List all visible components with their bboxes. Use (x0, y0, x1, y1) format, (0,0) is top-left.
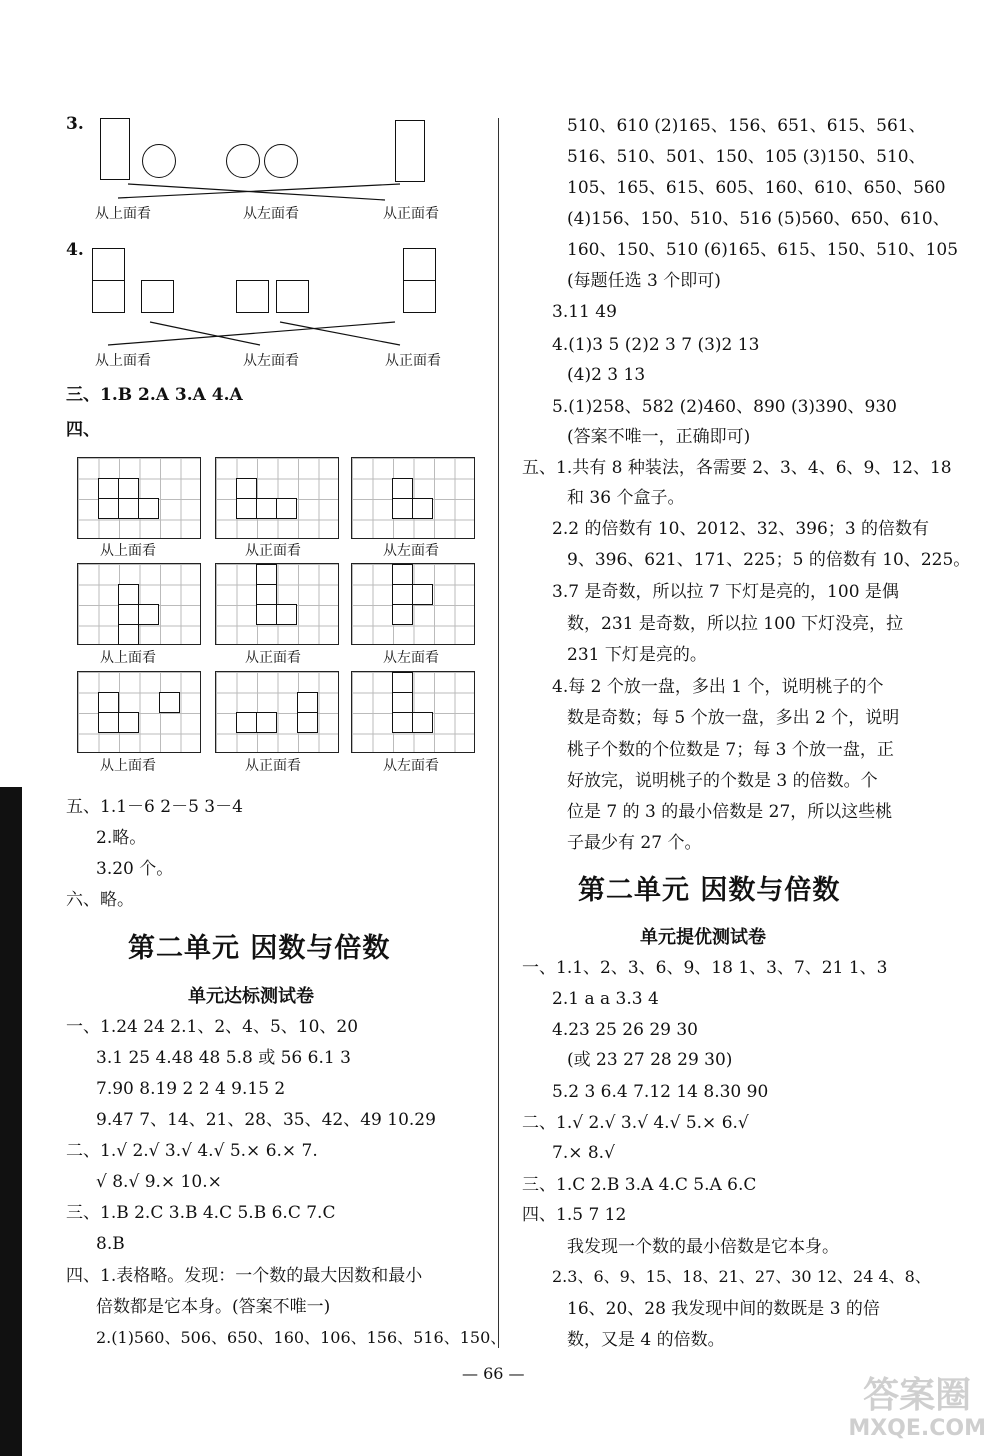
q4-caption: 从正面看 (385, 353, 441, 369)
grid-cell (118, 498, 139, 519)
view-grid (77, 563, 201, 645)
answer-line: 2.3、6、9、15、18、21、27、30 12、24 4、8、 (552, 1267, 931, 1286)
answer-line: 三、1.C 2.B 3.A 4.C 5.A 6.C (522, 1175, 757, 1195)
grid-cell (118, 478, 139, 499)
answer-line: 子最少有 27 个。 (567, 833, 702, 853)
grid-caption: 从正面看 (245, 543, 301, 559)
grid-cell (297, 712, 318, 733)
watermark-url: MXQE.COM (848, 1416, 986, 1441)
grid-caption: 从左面看 (383, 543, 439, 559)
answer-line: 数，231 是奇数，所以拉 100 下灯没亮，拉 (567, 614, 904, 634)
grid-cell (412, 584, 433, 605)
answer-line: 我发现一个数的最小倍数是它本身。 (567, 1237, 839, 1257)
answer-line: 倍数都是它本身。(答案不唯一) (96, 1297, 331, 1317)
grid-cell (392, 692, 413, 713)
answer-line: 桃子个数的个位数是 7；每 3 个放一盘，正 (567, 740, 894, 760)
answer-line: (答案不唯一，正确即可) (567, 427, 751, 447)
answer-line: 2.1 a a 3.3 4 (552, 989, 659, 1009)
grid-cell (297, 692, 318, 713)
answer-line: 三、1.B 2.C 3.B 4.C 5.B 6.C 7.C (66, 1203, 336, 1223)
answer-line: 好放完，说明桃子的个数是 3 的倍数。个 (567, 771, 878, 791)
answer-line: 一、1.24 24 2.1、2、4、5、10、20 (66, 1017, 359, 1037)
grid-cell (276, 498, 297, 519)
unit-subtitle: 单元提优测试卷 (640, 927, 766, 948)
answer-line: 16、20、28 我发现中间的数既是 3 的倍 (567, 1299, 880, 1319)
answer-line: 2.2 的倍数有 10、2012、32、396；3 的倍数有 (552, 519, 930, 539)
answer-line: 和 36 个盒子。 (567, 488, 685, 508)
grid-cell (256, 584, 277, 605)
scan-edge-shadow (0, 787, 22, 1456)
answer-line: 5.2 3 6.4 7.12 14 8.30 90 (552, 1082, 769, 1102)
grid-cell (118, 604, 139, 625)
q3-caption: 从左面看 (243, 206, 299, 222)
view-grid (215, 563, 339, 645)
grid-cell (236, 712, 257, 733)
answer-line: 四、1.5 7 12 (522, 1205, 627, 1225)
view-grid (215, 457, 339, 539)
answer-line: 4.(1)3 5 (2)2 3 7 (3)2 13 (552, 335, 760, 355)
answer-line: 五、1.共有 8 种装法，各需要 2、3、4、6、9、12、18 (522, 458, 952, 478)
grid-cell (98, 692, 119, 713)
q4-caption: 从上面看 (95, 353, 151, 369)
grid-cell (392, 498, 413, 519)
grid-caption: 从正面看 (245, 650, 301, 666)
answer-line: 105、165、615、605、160、610、650、560 (567, 178, 946, 198)
grid-cell (392, 672, 413, 693)
answer-line: (4)156、150、510、516 (5)560、650、610、 (567, 209, 950, 229)
grid-cell (138, 604, 159, 625)
grid-cell (256, 712, 277, 733)
answer-line: 数，又是 4 的倍数。 (567, 1330, 725, 1350)
answer-line: 一、1.1、2、3、6、9、18 1、3、7、21 1、3 (522, 958, 888, 978)
answer-line: 516、510、501、150、105 (3)150、510、 (567, 147, 926, 167)
answer-line: 7.90 8.19 2 2 4 9.15 2 (96, 1079, 286, 1099)
section-four-label: 四、 (66, 420, 100, 440)
grid-cell (256, 604, 277, 625)
section-three-answers: 三、1.B 2.A 3.A 4.A (66, 385, 243, 405)
grid-cell (276, 604, 297, 625)
answer-line: 4.每 2 个放一盘，多出 1 个，说明桃子的个 (552, 677, 884, 697)
grid-cell (118, 712, 139, 733)
unit-title: 第二单元 因数与倍数 (128, 933, 391, 964)
view-grid (351, 563, 475, 645)
answer-line: 四、1.表格略。发现：一个数的最大因数和最小 (66, 1266, 423, 1286)
grid-caption: 从左面看 (383, 650, 439, 666)
answer-line: 9、396、621、171、225；5 的倍数有 10、225。 (567, 550, 971, 570)
answer-line: 2.(1)560、506、650、160、106、156、516、150、 (96, 1328, 507, 1347)
grid-cell (412, 712, 433, 733)
grid-cell (256, 498, 277, 519)
grid-caption: 从上面看 (100, 650, 156, 666)
q4-caption: 从左面看 (243, 353, 299, 369)
answer-line: 5.(1)258、582 (2)460、890 (3)390、930 (552, 397, 897, 417)
grid-cell (392, 564, 413, 585)
q3-label: 3. (66, 114, 84, 134)
section-five-q1: 五、1.1－6 2－5 3－4 (66, 797, 243, 817)
grid-cell (392, 584, 413, 605)
grid-cell (412, 498, 433, 519)
view-grid (351, 671, 475, 753)
page-number: — 66 — (462, 1364, 525, 1383)
watermark (848, 1376, 986, 1442)
answer-line: 位是 7 的 3 的最小倍数是 27，所以这些桃 (567, 802, 893, 822)
answer-line: (4)2 3 13 (567, 365, 646, 385)
answer-line: 二、1.√ 2.√ 3.√ 4.√ 5.× 6.× 7. (66, 1141, 318, 1161)
grid-caption: 从上面看 (100, 758, 156, 774)
q3-caption: 从上面看 (95, 206, 151, 222)
grid-cell (118, 624, 139, 645)
answer-line: 4.23 25 26 29 30 (552, 1020, 698, 1040)
grid-cell (98, 712, 119, 733)
view-grid (215, 671, 339, 753)
answer-line: 8.B (96, 1234, 125, 1254)
grid-cell (159, 692, 180, 713)
section-five-q2: 2.略。 (96, 828, 147, 848)
grid-caption: 从左面看 (383, 758, 439, 774)
answer-line: 3.7 是奇数，所以拉 7 下灯是亮的，100 是偶 (552, 582, 899, 602)
view-grid (77, 671, 201, 753)
answer-line: 3.1 25 4.48 48 5.8 或 56 6.1 3 (96, 1048, 351, 1068)
grid-cell (118, 584, 139, 605)
answer-line: 510、610 (2)165、156、651、615、561、 (567, 116, 926, 136)
unit-subtitle: 单元达标测试卷 (188, 986, 314, 1007)
answer-line: 231 下灯是亮的。 (567, 645, 707, 665)
answer-line: 9.47 7、14、21、28、35、42、49 10.29 (96, 1110, 436, 1130)
answer-line: 7.× 8.√ (552, 1143, 615, 1163)
grid-cell (236, 478, 257, 499)
answer-line: 3.11 49 (552, 302, 617, 322)
answer-line: (每题任选 3 个即可) (567, 271, 721, 291)
grid-cell (392, 478, 413, 499)
grid-cell (98, 478, 119, 499)
answer-line: √ 8.√ 9.× 10.× (96, 1172, 222, 1192)
section-six: 六、略。 (66, 890, 134, 910)
answer-line: 二、1.√ 2.√ 3.√ 4.√ 5.× 6.√ (522, 1113, 749, 1133)
q4-label: 4. (66, 240, 84, 260)
q3-caption: 从正面看 (383, 206, 439, 222)
section-five-q3: 3.20 个。 (96, 859, 174, 879)
answer-line: 160、150、510 (6)165、615、150、510、105 (567, 240, 959, 260)
unit-title: 第二单元 因数与倍数 (578, 875, 841, 906)
grid-cell (98, 498, 119, 519)
grid-cell (138, 498, 159, 519)
grid-cell (236, 498, 257, 519)
grid-cell (392, 712, 413, 733)
answer-line: 数是奇数；每 5 个放一盘，多出 2 个，说明 (567, 708, 900, 728)
grid-caption: 从上面看 (100, 543, 156, 559)
watermark-logo: 答案圈 (863, 1375, 972, 1416)
view-grid (77, 457, 201, 539)
view-grid (351, 457, 475, 539)
grid-cell (392, 604, 413, 625)
grid-cell (256, 564, 277, 585)
grid-caption: 从正面看 (245, 758, 301, 774)
answer-line: (或 23 27 28 29 30) (567, 1050, 733, 1070)
